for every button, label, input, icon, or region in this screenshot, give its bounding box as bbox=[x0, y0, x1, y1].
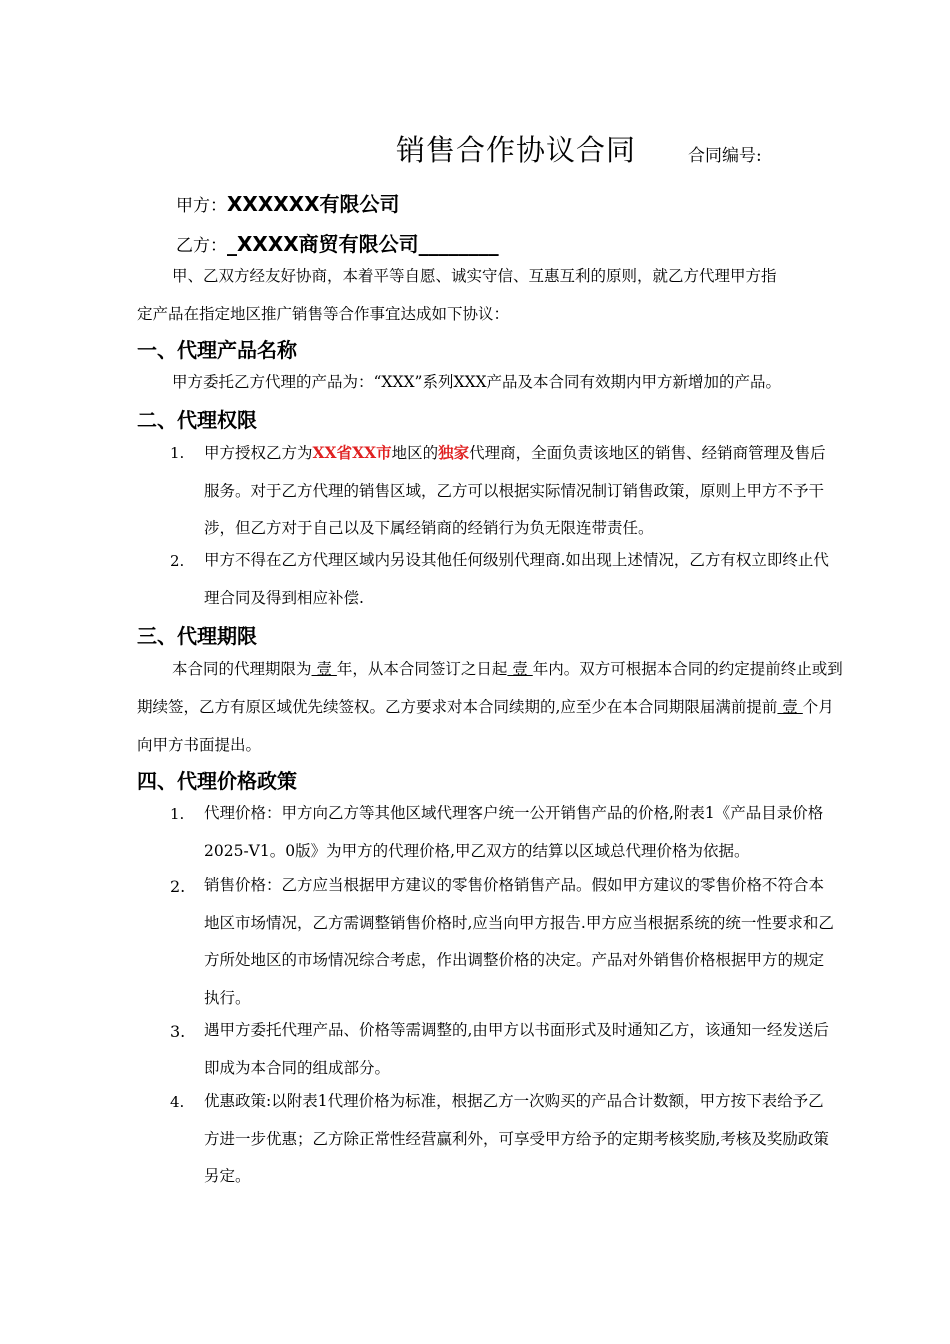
term-text-1: 本合同的代理期限为 bbox=[172, 660, 312, 678]
contract-number-label: 合同编号: bbox=[688, 146, 762, 166]
item-text-pre: 甲方授权乙方为 bbox=[204, 444, 313, 462]
section-4-item-2: 销售价格：乙方应当根据甲方建议的零售价格销售产品。假如甲方建议的零售价格不符合本地区市场情况，乙方需调整销售价格时,应当向甲方报告.甲方应当根据系统的统一性要求和乙方所处地区的市场情况综合考虑，作出调整价格的决定。产品对外销售价格根据甲方的规定执行。 bbox=[204, 876, 834, 1007]
party-a bbox=[176, 188, 400, 217]
item-text-mid: 地区的 bbox=[391, 444, 439, 462]
party-b-label: 乙方： bbox=[176, 236, 227, 256]
section-4-item-1-number: 1. bbox=[170, 805, 185, 823]
party-b-name: _XXXX商贸有限公司________ bbox=[227, 232, 499, 256]
section-4-item-4: 优惠政策:以附表1代理价格为标准，根据乙方一次购买的产品合计数额，甲方按下表给予乙方进一步优惠；乙方除正常性经营赢利外，可享受甲方给予的定期考核奖励,考核及奖励政策另定。 bbox=[204, 1092, 829, 1185]
term-text-2: 年，从本合同签订之日起 bbox=[336, 660, 508, 678]
section-4-heading: 四、代理价格政策 bbox=[137, 769, 297, 793]
term-years: 壹 bbox=[311, 660, 337, 678]
region-highlight: XX省XX市 bbox=[312, 443, 392, 462]
party-b bbox=[176, 228, 499, 257]
section-2-heading: 二、代理权限 bbox=[137, 408, 257, 432]
intro-line-2: 定产品在指定地区推广销售等合作事宜达成如下协议： bbox=[137, 305, 510, 323]
party-a-name: XXXXXX有限公司 bbox=[227, 192, 400, 216]
section-4-item-2-number: 2. bbox=[170, 877, 186, 896]
section-1-text: 甲方委托乙方代理的产品为：“XXX”系列XXX产品及本合同有效期内甲方新增加的产品。 bbox=[172, 373, 782, 391]
term-text-3: 年内。双方可根据本合同的约定提前终止或到期续签，乙方有原区域优先续签权。乙方要求对本合同续期的,应至少在本合同期限届满前提前 bbox=[137, 660, 843, 716]
section-3-heading: 三、代理期限 bbox=[137, 624, 257, 648]
section-4-item-3: 遇甲方委托代理产品、价格等需调整的,由甲方以书面形式及时通知乙方，该通知一经发送后即成为本合同的组成部分。 bbox=[204, 1021, 829, 1077]
item-text-post: 代理商，全面负责该地区的销售、经销商管理及售后服务。对于乙方代理的销售区域，乙方可以根据实际情况制订销售政策，原则上甲方不予干涉，但乙方对于自己以及下属经销商的经销行为负无限连带责任。 bbox=[204, 444, 826, 537]
section-2-item-1-number: 1. bbox=[170, 444, 185, 462]
exclusive-highlight: 独家 bbox=[438, 443, 470, 462]
document-title: 销售合作协议合同 bbox=[396, 133, 637, 167]
section-3-text bbox=[137, 650, 847, 764]
term-years-from-signing: 壹 bbox=[507, 660, 533, 678]
term-months-notice: 壹 bbox=[777, 698, 803, 716]
section-2-item-2-number: 2. bbox=[170, 552, 185, 570]
term-text-4: 个月向甲方书面提出。 bbox=[137, 698, 834, 754]
section-2-item-1 bbox=[204, 434, 834, 548]
section-1-heading: 一、代理产品名称 bbox=[137, 338, 297, 362]
section-2-item-2: 甲方不得在乙方代理区域内另设其他任何级别代理商.如出现上述情况，乙方有权立即终止代理合同及得到相应补偿. bbox=[204, 551, 829, 607]
party-a-label: 甲方： bbox=[176, 196, 227, 216]
intro-line-1: 甲、乙双方经友好协商，本着平等自愿、诚实守信、互惠互利的原则，就乙方代理甲方指 bbox=[172, 267, 777, 285]
section-4-item-4-number: 4. bbox=[170, 1093, 185, 1111]
section-4-item-3-number: 3. bbox=[170, 1022, 186, 1041]
section-4-item-1: 代理价格：甲方向乙方等其他区域代理客户统一公开销售产品的价格,附表1《产品目录价格2025-V1。0版》为甲方的代理价格,甲乙双方的结算以区域总代理价格为依据。 bbox=[204, 804, 824, 860]
